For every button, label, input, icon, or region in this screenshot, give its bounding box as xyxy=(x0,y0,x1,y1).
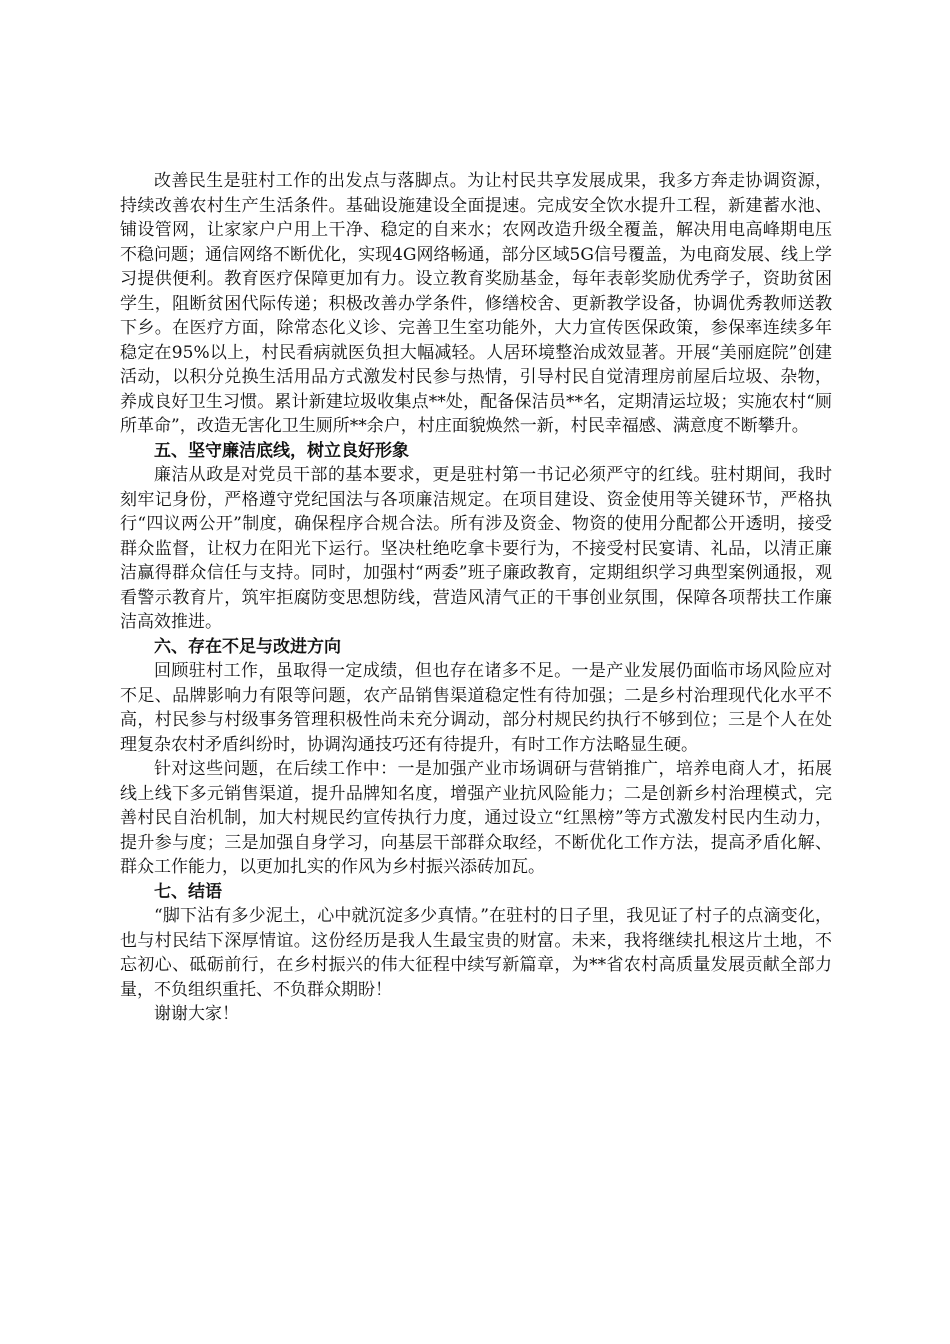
paragraph-thanks: 谢谢大家！ xyxy=(154,1004,239,1024)
document-body xyxy=(120,169,832,1027)
section-heading-integrity: 五、坚守廉洁底线，树立良好形象 xyxy=(154,440,409,461)
paragraph-conclusion: “脚下沾有多少泥土，心中就沉淀多少真情。”在驻村的日子里，我见证了村子的点滴变化，也与村民结下深厚情谊。这份经历是我人生最宝贵的财富。未来，我将继续扎根这片土地，不忘初心、砥砺前行，在乡村振兴的伟大征程中续写新篇章，为**省农村高质量发展贡献全部力量，不负组织重托、不负群众期盼！ xyxy=(120,906,832,1000)
paragraph-livelihood: 改善民生是驻村工作的出发点与落脚点。为让村民共享发展成果，我多方奔走协调资源，持续改善农村生产生活条件。基础设施建设全面提速。完成安全饮水提升工程，新建蓄水池、铺设管网，让家家户户用上干净、稳定的自来水；农网改造升级全覆盖，解决用电高峰期电压不稳问题；通信网络不断优化，实现4G网络畅通，部分区域5G信号覆盖，为电商发展、线上学习提供便利。教育医疗保障更加有力。设立教育奖励基金，每年表彰奖励优秀学子，资助贫困学生，阻断贫困代际传递；积极改善办学条件，修缮校舍、更新教学设备，协调优秀教师送教下乡。在医疗方面，除常态化义诊、完善卫生室功能外，大力宣传医保政策，参保率连续多年稳定在95%以上，村民看病就医负担大幅减轻。人居环境整治成效显著。开展“美丽庭院”创建活动，以积分兑换生活用品方式激发村民参与热情，引导村民自觉清理房前屋后垃圾、杂物，养成良好卫生习惯。累计新建垃圾收集点**处，配备保洁员**名，定期清运垃圾；实施农村“厕所革命”，改造无害化卫生厕所**余户，村庄面貌焕然一新，村民幸福感、满意度不断攀升。 xyxy=(120,171,832,436)
paragraph-improvements: 针对这些问题，在后续工作中：一是加强产业市场调研与营销推广，培养电商人才，拓展线上线下多元销售渠道，提升品牌知名度，增强产业抗风险能力；二是创新乡村治理模式，完善村民自治机制，加大村规民约宣传执行力度，通过设立“红黑榜”等方式激发村民内生动力，提升参与度；三是加强自身学习，向基层干部群众取经，不断优化工作方法，提高矛盾化解、群众工作能力，以更加扎实的作风为乡村振兴添砖加瓦。 xyxy=(120,759,832,877)
section-heading-shortcomings: 六、存在不足与改进方向 xyxy=(154,636,341,657)
section-heading-conclusion: 七、结语 xyxy=(154,881,222,902)
paragraph-integrity: 廉洁从政是对党员干部的基本要求，更是驻村第一书记必须严守的红线。驻村期间，我时刻牢记身份，严格遵守党纪国法与各项廉洁规定。在项目建设、资金使用等关键环节，严格执行“四议两公开”制度，确保程序合规合法。所有涉及资金、物资的使用分配都公开透明，接受群众监督，让权力在阳光下运行。坚决杜绝吃拿卡要行为，不接受村民宴请、礼品，以清正廉洁赢得群众信任与支持。同时，加强村“两委”班子廉政教育，定期组织学习典型案例通报，观看警示教育片，筑牢拒腐防变思想防线，营造风清气正的干事创业氛围，保障各项帮扶工作廉洁高效推进。 xyxy=(120,465,832,632)
paragraph-shortcomings: 回顾驻村工作，虽取得一定成绩，但也存在诸多不足。一是产业发展仍面临市场风险应对不足、品牌影响力有限等问题，农产品销售渠道稳定性有待加强；二是乡村治理现代化水平不高，村民参与村级事务管理积极性尚未充分调动，部分村规民约执行不够到位；三是个人在处理复杂农村矛盾纠纷时，协调沟通技巧还有待提升，有时工作方法略显生硬。 xyxy=(120,661,832,755)
